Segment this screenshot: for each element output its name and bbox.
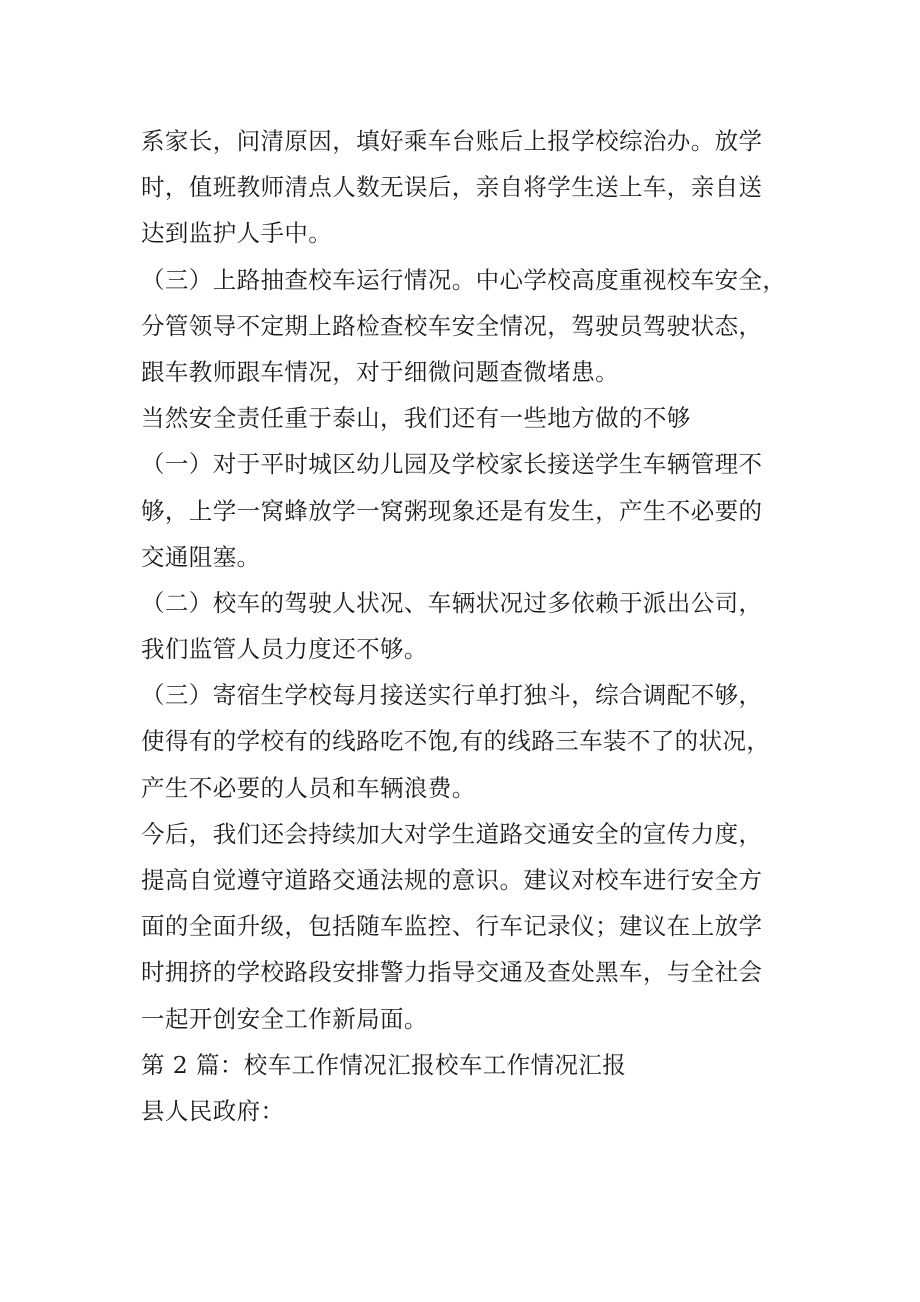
- text-line: 我们监管人员力度还不够。: [141, 635, 428, 664]
- text-line: 提高自觉遵守道路交通法规的意识。建议对校车进行安全方: [141, 866, 763, 894]
- salutation: 县人民政府：: [141, 1096, 285, 1125]
- text-line: 跟车教师跟车情况，对于细微问题查微堵患。: [141, 357, 619, 386]
- text-line: 产生不必要的人员和车辆浪费。: [141, 773, 476, 802]
- text-line: 面的全面升级，包括随车监控、行车记录仪；建议在上放学: [141, 912, 763, 941]
- section-heading: 第 2 篇：校车工作情况汇报校车工作情况汇报: [141, 1050, 627, 1079]
- text-line: 系家长，问清原因，填好乘车台账后上报学校综治办。放学: [141, 127, 763, 155]
- text-line: （三）寄宿生学校每月接送实行单打独斗，综合调配不够，: [141, 681, 763, 710]
- text-line: 时拥挤的学校路段安排警力指导交通及查处黑车，与全社会: [141, 958, 763, 987]
- text-line: 使得有的学校有的线路吃不饱,有的线路三车装不了的状况，: [141, 727, 771, 756]
- text-line: 当然安全责任重于泰山，我们还有一些地方做的不够: [141, 404, 691, 433]
- text-line: 一起开创安全工作新局面。: [141, 1004, 428, 1033]
- document-body: [141, 118, 791, 1134]
- text-line: 时，值班教师清点人数无误后，亲自将学生送上车，亲自送: [141, 173, 763, 202]
- text-line: （三）上路抽查校车运行情况。中心学校高度重视校车安全，: [141, 265, 787, 294]
- text-line: 够，上学一窝蜂放学一窝粥现象还是有发生，产生不必要的: [141, 496, 763, 525]
- text-line: 分管领导不定期上路检查校车安全情况，驾驶员驾驶状态，: [141, 311, 763, 340]
- text-line: 今后，我们还会持续加大对学生道路交通安全的宣传力度，: [141, 819, 763, 848]
- text-line: 达到监护人手中。: [141, 219, 333, 248]
- text-line: （一）对于平时城区幼儿园及学校家长接送学生车辆管理不: [141, 450, 763, 479]
- text-line: （二）校车的驾驶人状况、车辆状况过多依赖于派出公司，: [141, 588, 763, 617]
- text-line: 交通阻塞。: [141, 542, 261, 571]
